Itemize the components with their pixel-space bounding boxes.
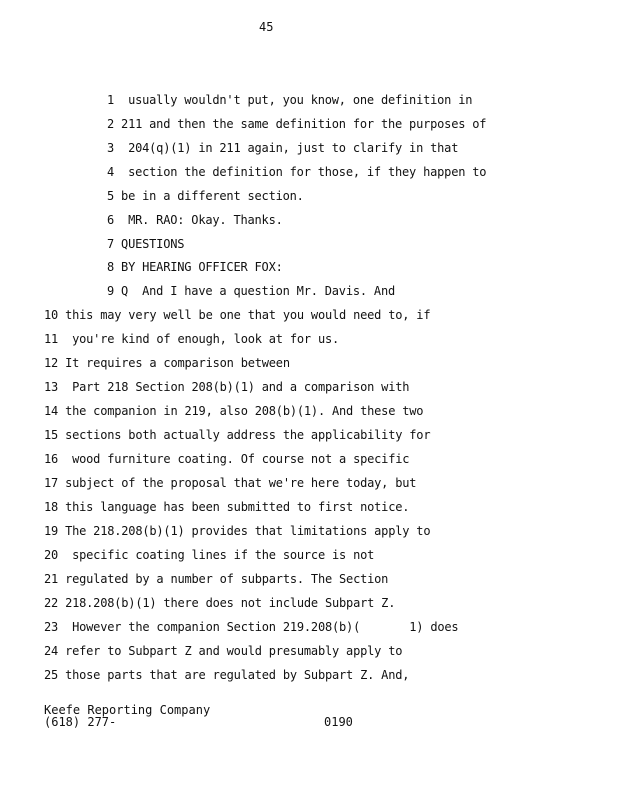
transcript-line-11: 11 you're kind of enough, look at for us. xyxy=(44,332,340,346)
transcript-line-12: 12 It requires a comparison between xyxy=(44,356,290,370)
transcript-line-24: 24 refer to Subpart Z and would presumably apply to xyxy=(44,644,403,658)
transcript-line-25: 25 those parts that are regulated by Subpart Z. And, xyxy=(44,668,410,682)
transcript-line-5: 5 be in a different section. xyxy=(107,189,304,203)
transcript-line-7: 7 QUESTIONS xyxy=(107,237,185,251)
transcript-line-13: 13 Part 218 Section 208(b)(1) and a comparison with xyxy=(44,380,410,394)
transcript-line-4: 4 section the definition for those, if they happen to xyxy=(107,165,487,179)
transcript-line-23: 23 However the companion Section 219.208(b)( 1) does xyxy=(44,620,459,634)
transcript-line-15: 15 sections both actually address the applicability for xyxy=(44,428,431,442)
footer-phone-suffix: 0190 xyxy=(324,715,353,729)
transcript-line-2: 2 211 and then the same definition for the purposes of xyxy=(107,117,487,131)
transcript-line-20: 20 specific coating lines if the source is not xyxy=(44,548,375,562)
transcript-line-19: 19 The 218.208(b)(1) provides that limitations apply to xyxy=(44,524,431,538)
transcript-line-10: 10 this may very well be one that you would need to, if xyxy=(44,308,431,322)
page-number: 45 xyxy=(259,20,274,34)
transcript-line-18: 18 this language has been submitted to first notice. xyxy=(44,500,410,514)
transcript-line-3: 3 204(q)(1) in 211 again, just to clarify in that xyxy=(107,141,459,155)
transcript-line-22: 22 218.208(b)(1) there does not include Subpart Z. xyxy=(44,596,396,610)
footer-phone-prefix: (618) 277- xyxy=(44,715,117,729)
transcript-line-17: 17 subject of the proposal that we're here today, but xyxy=(44,476,417,490)
transcript-line-8: 8 BY HEARING OFFICER FOX: xyxy=(107,260,283,274)
transcript-line-6: 6 MR. RAO: Okay. Thanks. xyxy=(107,213,283,227)
transcript-line-14: 14 the companion in 219, also 208(b)(1). And these two xyxy=(44,404,424,418)
transcript-line-1: 1 usually wouldn't put, you know, one definition in xyxy=(107,93,473,107)
transcript-line-16: 16 wood furniture coating. Of course not a specific xyxy=(44,452,410,466)
transcript-line-21: 21 regulated by a number of subparts. The Section xyxy=(44,572,389,586)
transcript-line-9: 9 Q And I have a question Mr. Davis. And xyxy=(107,284,396,298)
footer-company-name: Keefe Reporting Company xyxy=(44,703,211,717)
